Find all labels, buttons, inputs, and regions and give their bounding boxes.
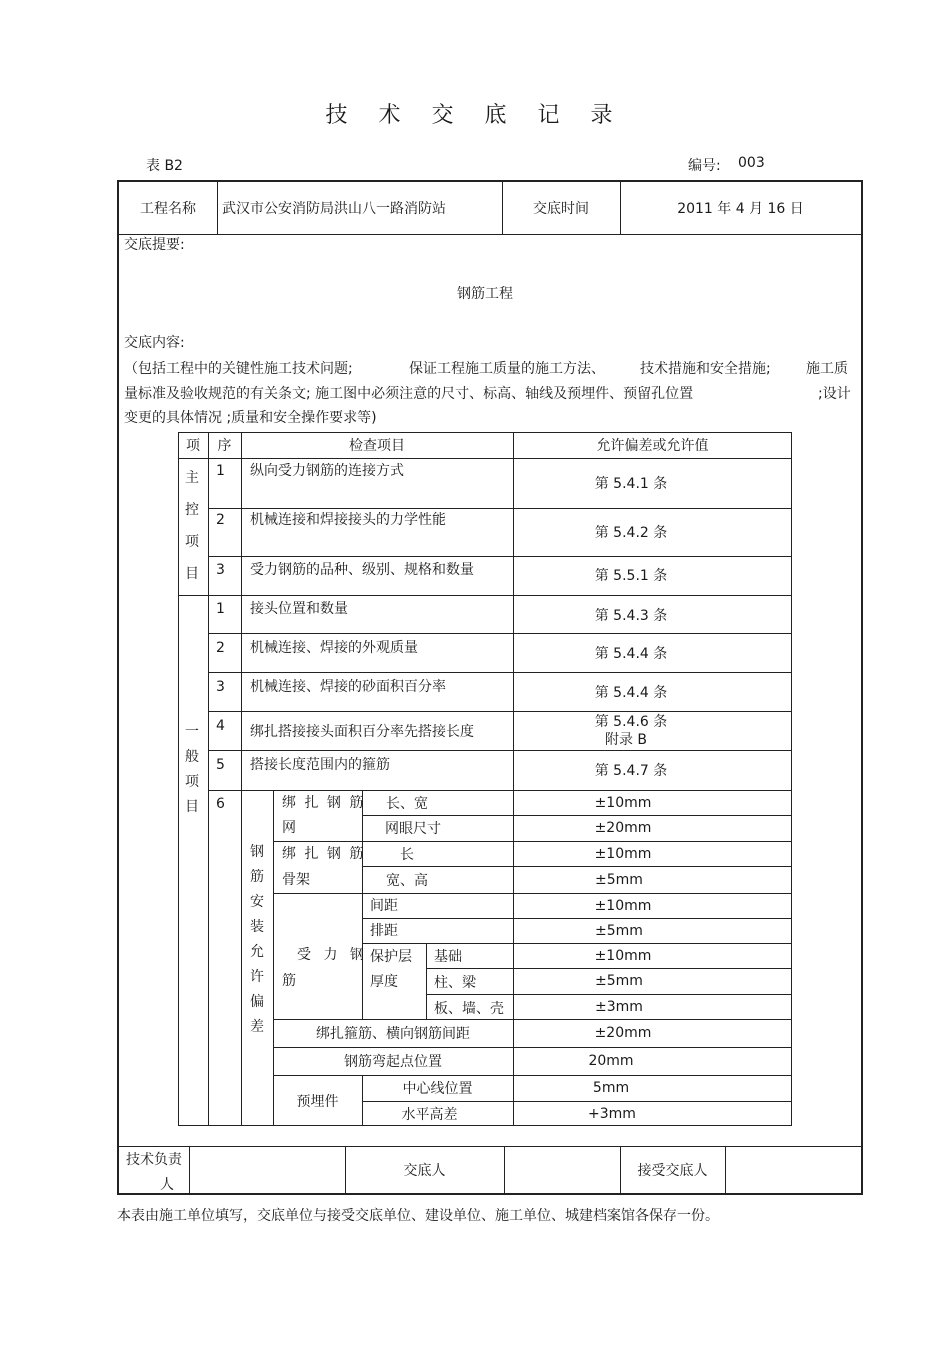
cage-label-cont: 骨架 <box>282 872 310 888</box>
embedded-part-label: 预埋件 <box>296 1093 339 1110</box>
project-name-label: 工程名称 <box>140 201 196 217</box>
col-header-seq: 序 <box>217 438 232 454</box>
stirrup-spacing-tol: ±20mm <box>594 1025 652 1041</box>
content-line: 保证工程施工质量的施工方法、 <box>409 361 605 377</box>
table-row-check: 搭接长度范围内的箍筋 <box>250 757 390 773</box>
table-row-check: 纵向受力钢筋的连接方式 <box>250 463 404 479</box>
bend-point-tol: 20mm <box>588 1053 634 1069</box>
content-line: 量标准及验收规范的有关条文; 施工图中必须注意的尺寸、标高、轴线及预埋件、预留孔位置 <box>124 386 694 402</box>
table-row-seq: 4 <box>216 718 225 734</box>
footer-note: 本表由施工单位填写，交底单位与接受交底单位、建设单位、施工单位、城建档案馆各保存一份。 <box>117 1208 719 1224</box>
cover-thickness-label-cont: 厚度 <box>370 974 398 990</box>
mesh-item: 网眼尺寸 <box>385 821 441 837</box>
stressed-item-tol: ±5mm <box>595 922 643 939</box>
cage-label: 绑 扎 钢 筋 <box>282 846 366 862</box>
table-row-seq: 3 <box>216 562 225 578</box>
mesh-label: 绑 扎 钢 筋 <box>282 795 366 811</box>
cage-item: 宽、高 <box>386 872 428 889</box>
summary-subject: 钢筋工程 <box>457 286 513 302</box>
cover-item: 基础 <box>434 949 462 965</box>
table-row-check: 绑扎搭接接头面积百分率先搭接长度 <box>250 724 474 740</box>
serial-label: 编号: <box>688 158 721 174</box>
table-row-check: 机械连接、焊接的砂面积百分率 <box>250 679 446 695</box>
serial-value: 003 <box>738 155 765 171</box>
cover-thickness-label: 保护层 <box>370 949 412 965</box>
table-row-check: 机械连接和焊接接头的力学性能 <box>250 512 446 528</box>
table-row-tol: 第 5.4.7 条 <box>594 763 668 779</box>
table-row-seq: 1 <box>216 601 225 617</box>
embedded-item: 中心线位置 <box>402 1081 473 1097</box>
col-header-tolerance: 允许偏差或允许值 <box>596 438 709 454</box>
cover-item: 板、墙、壳 <box>434 1001 504 1017</box>
stressed-item: 排距 <box>370 923 398 939</box>
embedded-item-tol: +3mm <box>588 1105 636 1122</box>
main-control-group-label: 主 控 项 目 <box>185 470 199 582</box>
cover-item-tol: ±10mm <box>594 947 652 964</box>
mesh-item-tol: ±20mm <box>594 820 652 836</box>
table-row-tol: 第 5.4.4 条 <box>594 685 668 701</box>
discloser-label: 交底人 <box>403 1162 446 1179</box>
stressed-item: 间距 <box>370 898 398 914</box>
page-title: 技 术 交 底 记 录 <box>325 103 625 128</box>
content-line: 变更的具体情况 ;质量和安全操作要求等) <box>124 410 377 426</box>
project-name-value: 武汉市公安消防局洪山八一路消防站 <box>222 201 446 217</box>
disclosure-time-label: 交底时间 <box>533 201 589 217</box>
table-row-tol: 第 5.4.1 条 <box>594 476 668 492</box>
general-group-label: 一 般 项 目 <box>185 724 199 815</box>
cage-item: 长 <box>400 846 414 863</box>
disclosure-time-value: 2011 年 4 月 16 日 <box>677 201 804 217</box>
table-row-check: 受力钢筋的品种、级别、规格和数量 <box>250 562 474 578</box>
table-row-tol: 第 5.5.1 条 <box>594 568 668 584</box>
receiver-label: 接受交底人 <box>637 1162 708 1179</box>
col-header-item: 项 <box>186 438 200 454</box>
stressed-bar-label: 受 力 钢 <box>297 947 368 963</box>
mesh-item-tol: ±10mm <box>594 794 652 811</box>
table-row-seq: 1 <box>216 463 225 479</box>
content-label: 交底内容: <box>124 335 185 351</box>
table-row-seq: 5 <box>216 757 225 773</box>
embedded-item: 水平高差 <box>401 1106 458 1123</box>
table-row-tol: 第 5.4.2 条 <box>594 525 668 541</box>
cover-item-tol: ±5mm <box>595 973 643 989</box>
cage-item-tol: ±5mm <box>595 871 643 888</box>
embedded-item-tol: 5mm <box>592 1080 630 1096</box>
table-row-tol: 第 5.4.6 条 <box>594 714 668 730</box>
table-row-check: 接头位置和数量 <box>250 601 348 617</box>
table-row-seq: 3 <box>216 679 225 695</box>
content-line: ;设计 <box>818 386 851 402</box>
mesh-label-cont: 网 <box>282 820 296 836</box>
cover-item-tol: ±3mm <box>595 998 643 1015</box>
table-row-seq: 2 <box>216 512 225 528</box>
table-row-tol-appendix: 附录 B <box>604 732 648 748</box>
stressed-item-tol: ±10mm <box>594 897 652 914</box>
cover-item: 柱、梁 <box>434 975 476 991</box>
rebar-installation-tolerance-label: 钢 筋 安 装 允 许 偏 差 <box>250 844 264 1035</box>
mesh-item: 长、宽 <box>386 795 428 812</box>
stirrup-spacing-label: 绑扎箍筋、横向钢筋间距 <box>316 1026 470 1042</box>
table-row-seq: 6 <box>216 796 225 812</box>
table-row-check: 机械连接、焊接的外观质量 <box>250 640 418 656</box>
bend-point-label: 钢筋弯起点位置 <box>344 1054 442 1070</box>
table-row-seq: 2 <box>216 640 225 656</box>
cage-item-tol: ±10mm <box>594 845 652 862</box>
content-line: （包括工程中的关键性施工技术问题; <box>124 361 353 377</box>
content-line: 施工质 <box>806 361 848 377</box>
content-line: 技术措施和安全措施; <box>640 361 771 377</box>
tech-lead-label: 技术负责 <box>126 1152 182 1168</box>
table-row-tol: 第 5.4.3 条 <box>594 608 668 624</box>
form-number: 表 B2 <box>146 158 183 174</box>
stressed-bar-label-cont: 筋 <box>282 973 296 989</box>
summary-label: 交底提要: <box>124 237 185 253</box>
col-header-check: 检查项目 <box>349 438 405 454</box>
table-row-tol: 第 5.4.4 条 <box>594 646 668 662</box>
tech-lead-label-cont: 人 <box>160 1177 174 1193</box>
